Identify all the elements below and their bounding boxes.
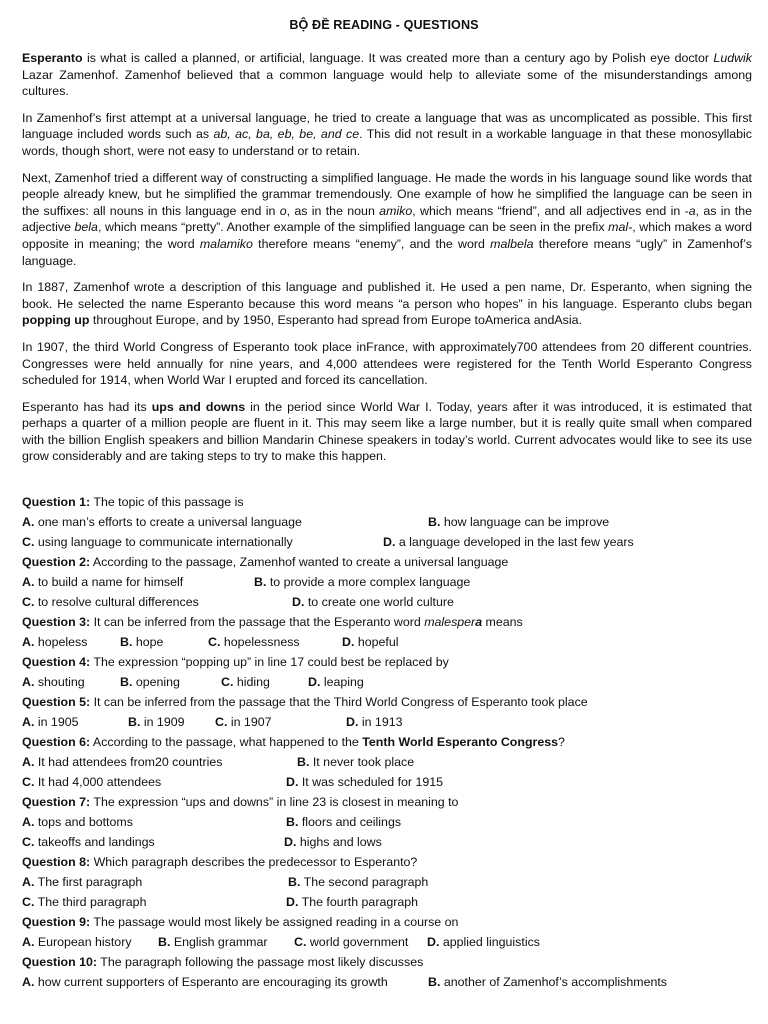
option-c[interactable]: C. world government (294, 935, 409, 949)
option-b[interactable]: B. another of Zamenhof’s accomplishments (428, 975, 667, 989)
option-a[interactable]: A. The first paragraph (22, 875, 143, 889)
option-a[interactable]: A. hopeless (22, 635, 88, 649)
option-a[interactable]: A. European history (22, 935, 132, 949)
option-b[interactable]: B. English grammar (158, 935, 268, 949)
paragraph-1: Esperanto is what is called a planned, or artificial, language. It was created more than a century ago by Polish eye doctor Ludwik Lazar Zamenhof. Zamenhof believed that a common language would help to alleviate some of the misunderstandings among cultures. (22, 51, 752, 99)
option-c[interactable]: C. takeoffs and landings (22, 835, 155, 849)
question-3-options (22, 632, 752, 652)
question-5: Question 5: It can be inferred from the passage that the Third World Congress of Esperanto took place (22, 695, 588, 709)
option-b[interactable]: B. how language can be improve (428, 515, 610, 529)
option-c[interactable]: C. hopelessness (208, 635, 300, 649)
option-c[interactable]: C. using language to communicate internationally (22, 535, 293, 549)
paragraph-2: In Zamenhof’s first attempt at a universal language, he tried to create a language that was as uncomplicated as possible. This first language included words such as ab, ac, ba, eb, be, and ce. This did not result in a workable language in that these monosyllabic words, though short, were not easy to understand or to retain. (22, 110, 753, 158)
question-6-options-row-2 (22, 772, 752, 792)
term-esperanto: Esperanto (22, 51, 83, 65)
option-d[interactable]: D. in 1913 (346, 715, 403, 729)
option-d[interactable]: D. to create one world culture (292, 595, 454, 609)
option-a[interactable]: A. tops and bottoms (22, 815, 133, 829)
option-b[interactable]: B. hope (120, 635, 164, 649)
option-a[interactable]: A. in 1905 (22, 715, 79, 729)
question-8: Question 8: Which paragraph describes the predecessor to Esperanto? (22, 855, 418, 869)
question-list (22, 492, 752, 992)
question-1: Question 1: The topic of this passage is (22, 495, 244, 509)
option-b[interactable]: B. The second paragraph (288, 875, 429, 889)
option-d[interactable]: D. hopeful (342, 635, 399, 649)
option-c[interactable]: C. in 1907 (215, 715, 272, 729)
option-b[interactable]: B. opening (120, 675, 180, 689)
question-7-options-row-2 (22, 832, 752, 852)
option-c[interactable]: C. The third paragraph (22, 895, 147, 909)
question-2-options-row-1 (22, 572, 752, 592)
paragraph-6: Esperanto has had its ups and downs in the period since World War I. Today, years after it was introduced, it is estimated that perhaps a quarter of a million people are fluent in it. This may seem like a large number, but it is really quite small when compared with the billion English speakers and billion Mandarin Chinese speakers in today’s world. Current advocates would like to see its use grow considerably and are taking steps to try to make this happen. (22, 399, 752, 464)
option-a[interactable]: A. one man’s efforts to create a universal language (22, 515, 302, 529)
paragraph-3: Next, Zamenhof tried a different way of constructing a simplified language. He made the words in his language sound like words that people already knew, but he simplified the grammar tremendously. One example of how he simplified the language can be seen in the suffixes: all nouns in this language end in o, as in the noun amiko, which means “friend”, and all adjectives end in -a, as in the adjective bela, which means “pretty”. Another example of the simplified language can be seen in the prefix mal-, which makes a word opposite in meaning; the word malamiko therefore means “enemy”, and the word malbela therefore means “ugly” in Zamenhof’s language. (22, 170, 752, 268)
question-7: Question 7: The expression “ups and downs” in line 23 is closest in meaning to (22, 795, 459, 809)
question-1-options-row-2 (22, 532, 752, 552)
option-b[interactable]: B. to provide a more complex language (254, 575, 471, 589)
question-3: Question 3: It can be inferred from the passage that the Esperanto word malespera means (22, 615, 523, 629)
question-2-options-row-2 (22, 592, 752, 612)
option-c[interactable]: C. to resolve cultural differences (22, 595, 199, 609)
question-8-options-row-2 (22, 892, 752, 912)
option-a[interactable]: A. shouting (22, 675, 85, 689)
option-d[interactable]: D. It was scheduled for 1915 (286, 775, 444, 789)
question-6: Question 6: According to the passage, what happened to the Tenth World Esperanto Congress? (22, 735, 565, 749)
option-b[interactable]: B. floors and ceilings (286, 815, 402, 829)
question-10: Question 10: The paragraph following the passage most likely discusses (22, 955, 424, 969)
question-5-options (22, 712, 752, 732)
question-4-options (22, 672, 752, 692)
option-d[interactable]: D. a language developed in the last few years (383, 535, 634, 549)
option-c[interactable]: C. It had 4,000 attendees (22, 775, 162, 789)
reading-passage (22, 50, 752, 475)
option-a[interactable]: A. to build a name for himself (22, 575, 184, 589)
question-6-options-row-1 (22, 752, 752, 772)
question-2: Question 2: According to the passage, Zamenhof wanted to create a universal language (22, 555, 509, 569)
question-7-options-row-1 (22, 812, 752, 832)
term-popping-up: popping up (22, 313, 90, 328)
question-9: Question 9: The passage would most likely be assigned reading in a course on (22, 915, 459, 929)
option-d[interactable]: D. highs and lows (284, 835, 382, 849)
paragraph-5: In 1907, the third World Congress of Esperanto took place inFrance, with approximately700 attendees from 20 different countries. Congresses were held annually for nine years, and 4,000 attendees were registered for the Tenth World Esperanto Congress scheduled for 1914, when World War I erupted and forced its cancellation. (22, 339, 752, 388)
option-d[interactable]: D. applied linguistics (427, 935, 540, 949)
question-1-options-row-1 (22, 512, 752, 532)
term-ups-and-downs: ups and downs (151, 399, 246, 414)
option-b[interactable]: B. in 1909 (128, 715, 185, 729)
option-a[interactable]: A. how current supporters of Esperanto are encouraging its growth (22, 975, 388, 989)
page-title: BỘ ĐỀ READING - QUESTIONS (289, 18, 479, 32)
option-a[interactable]: A. It had attendees from20 countries (22, 755, 223, 769)
option-c[interactable]: C. hiding (221, 675, 270, 689)
question-4: Question 4: The expression “popping up” in line 17 could best be replaced by (22, 655, 449, 669)
option-d[interactable]: D. The fourth paragraph (286, 895, 419, 909)
paragraph-4: In 1887, Zamenhof wrote a description of this language and published it. He used a pen name, Dr. Esperanto, when signing the book. He selected the name Esperanto because this word means “a person who hopes” in his language. Esperanto clubs began popping up throughout Europe, and by 1950, Esperanto had spread from Europe toAmerica andAsia. (22, 280, 752, 328)
question-9-options (22, 932, 752, 952)
option-d[interactable]: D. leaping (308, 675, 364, 689)
question-10-options (22, 972, 752, 992)
question-8-options-row-1 (22, 872, 752, 892)
option-b[interactable]: B. It never took place (297, 755, 415, 769)
